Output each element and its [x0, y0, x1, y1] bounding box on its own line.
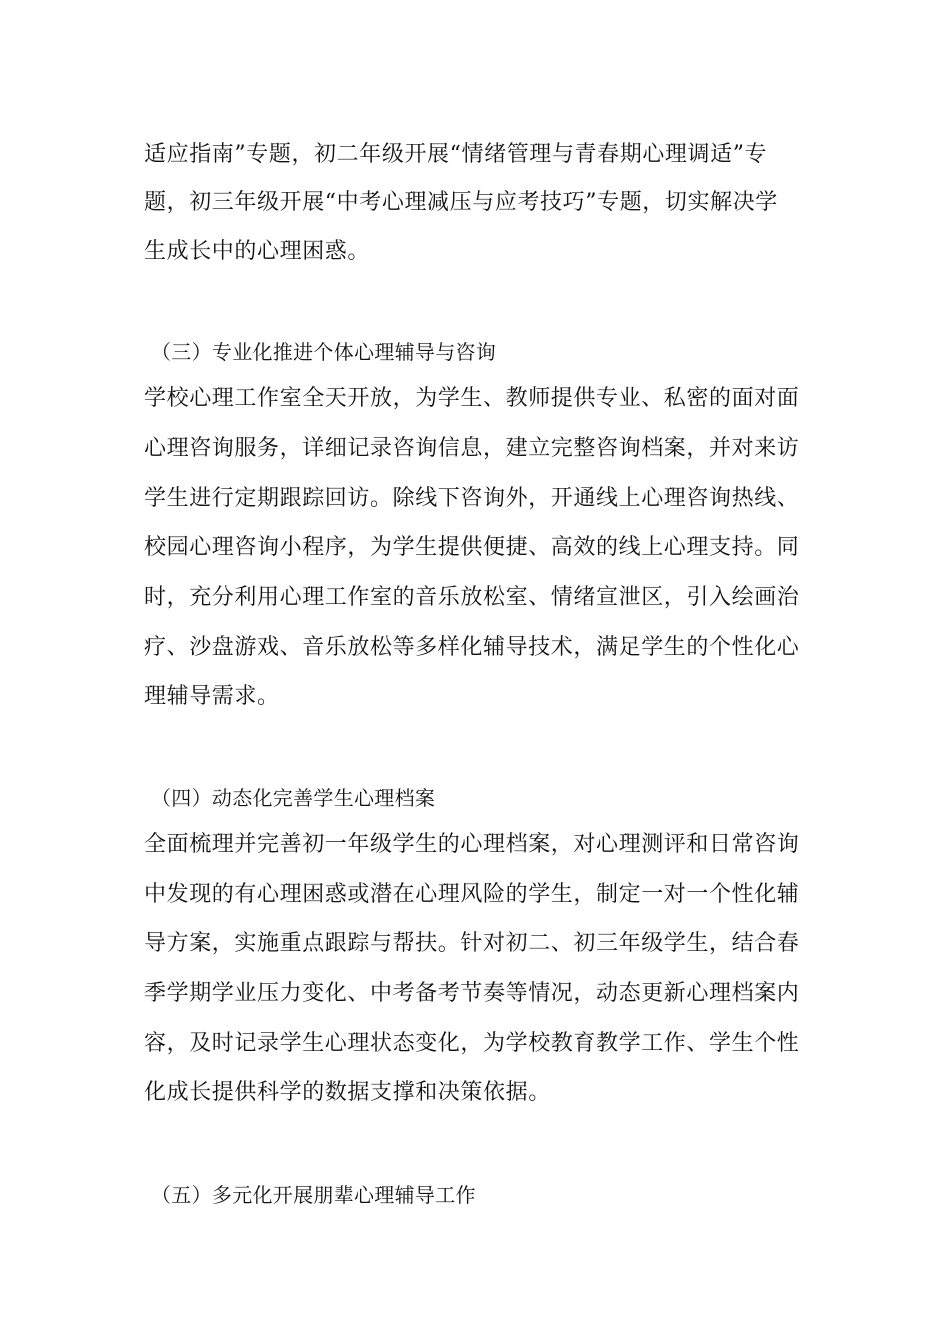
paragraph-line: 校园心理咨询小程序，为学生提供便捷、高效的线上心理支持。同	[144, 535, 800, 560]
paragraph-line: 疗、沙盘游戏、音乐放松等多样化辅导技术，满足学生的个性化心	[144, 635, 800, 660]
paragraph-line: 理辅导需求。	[144, 684, 280, 709]
paragraph-line: 化成长提供科学的数据支撑和决策依据。	[144, 1080, 551, 1105]
paragraph-line: 学校心理工作室全天开放，为学生、教师提供专业、私密的面对面	[144, 386, 800, 411]
paragraph-line: 季学期学业压力变化、中考备考节奏等情况，动态更新心理档案内	[144, 981, 800, 1006]
paragraph-line: 中发现的有心理困惑或潜在心理风险的学生，制定一对一个性化辅	[144, 882, 800, 907]
paragraph-line: 容，及时记录学生心理状态变化，为学校教育教学工作、学生个性	[144, 1031, 800, 1056]
paragraph-line: 学生进行定期跟踪回访。除线下咨询外，开通线上心理咨询热线、	[144, 486, 800, 511]
paragraph-line: 题，初三年级开展“中考心理减压与应考技巧”专题，切实解决学	[144, 190, 778, 215]
paragraph-line: 导方案，实施重点跟踪与帮扶。针对初二、初三年级学生，结合春	[144, 931, 800, 956]
paragraph-line: 时，充分利用心理工作室的音乐放松室、情绪宣泄区，引入绘画治	[144, 585, 800, 610]
paragraph-line: 生成长中的心理困惑。	[144, 239, 371, 264]
section-heading: （四）动态化完善学生心理档案	[151, 786, 436, 810]
paragraph-line: 心理咨询服务，详细记录咨询信息，建立完整咨询档案，并对来访	[144, 436, 800, 461]
section-heading: （三）专业化推进个体心理辅导与咨询	[151, 340, 497, 364]
paragraph-line: 适应指南”专题，初二年级开展“情绪管理与青春期心理调适”专	[144, 142, 768, 167]
section-heading: （五）多元化开展朋辈心理辅导工作	[151, 1183, 476, 1207]
paragraph-line: 全面梳理并完善初一年级学生的心理档案，对心理测评和日常咨询	[144, 832, 800, 857]
